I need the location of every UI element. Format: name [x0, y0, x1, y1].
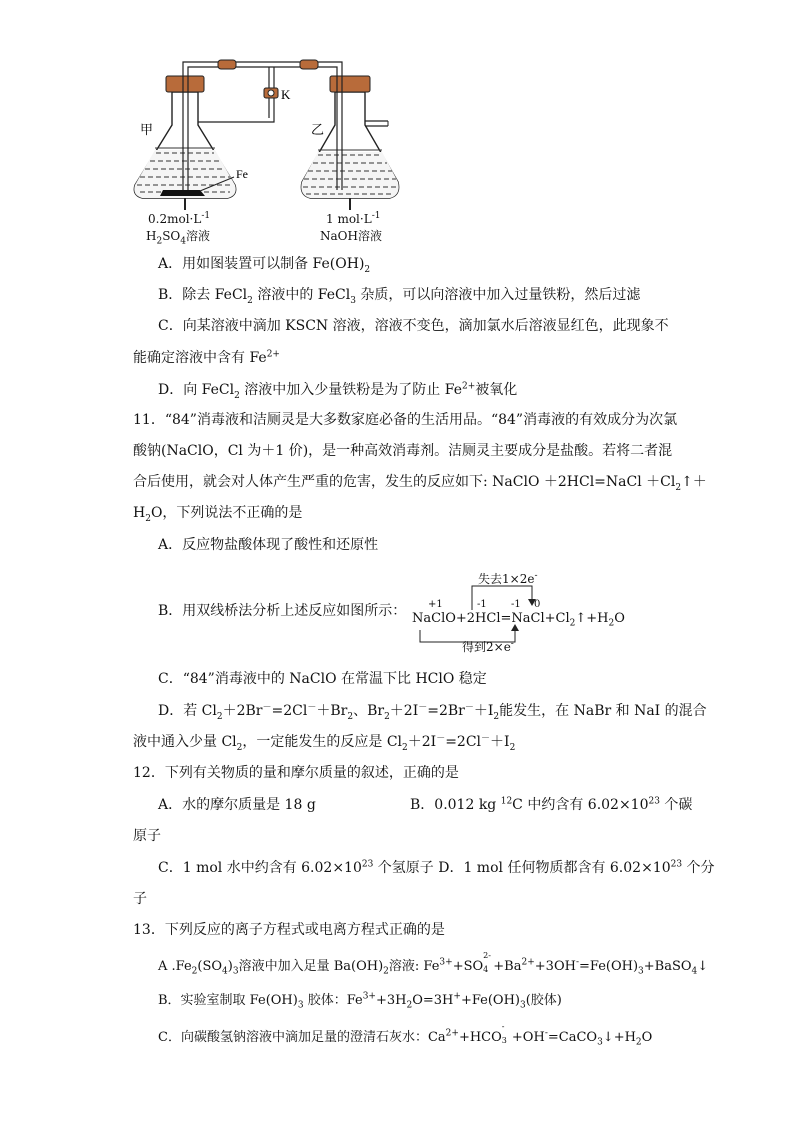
q13-stem: 13．下列反应的离子方程式或电离方程式正确的是 — [133, 922, 445, 938]
q11-stem-line1: 11．“84”消毒液和洁厕灵是大多数家庭必备的生活用品。“84”消毒液的有效成分为次氯 — [133, 412, 678, 428]
ox-state-4: 0 — [534, 599, 541, 610]
flask-jia-label: 甲 — [140, 122, 154, 137]
bridge-top-label: 失去1×2e- — [478, 571, 538, 586]
q10-option-a: A．用如图装置可以制备 $Fe(OH)_2$ — [158, 256, 371, 275]
q10-option-c-line2: 能确定溶液中含有 $Fe^{2+}$ — [133, 349, 280, 366]
fe-label: Fe — [236, 167, 248, 181]
q12-option-c-d: C．1 mol 水中约含有 $6.02\times 10^{23}$ 个氢原子 D．1 mol 任何物质都含有 $6.02\times 10^{23}$ 个分 — [158, 859, 715, 876]
tube-clamp-left — [218, 60, 236, 69]
tube-clamp-right — [300, 60, 318, 69]
q13-option-a: A $.Fe_2(SO_4)_3$溶液中加入足量 $Ba(OH)_2$溶液: $Fe^{3+}+SO$ 2- 4 $+Ba^{2+}+3OH^-=Fe(OH)_3+BaSO_4↓$ — [158, 951, 709, 977]
q13-option-b: B．实验室制取 $Fe(OH)_3$ 胶体：$Fe^{3+}+3H_2O=3H^++Fe(OH)_3$(胶体) — [158, 991, 562, 1011]
left-flask-solution: $H_2SO_4$溶液 — [146, 229, 211, 247]
flask-yi-label: 乙 — [311, 122, 325, 137]
q12-option-b-cont: 原子 — [133, 828, 161, 844]
ox-state-3: -1 — [511, 599, 521, 610]
bridge-equation: $NaClO+2HCl=NaCl+Cl_2↑+H_2O$ — [412, 611, 625, 629]
q11-stem-line2: 酸钠(NaClO，Cl 为＋1 价)，是一种高效消毒剂。洁厕灵主要成分是盐酸。若将二者混 — [133, 443, 673, 459]
q11-stem-line3: 合后使用，就会对人体产生严重的危害，发生的反应如下: NaClO ＋2HCl=NaCl $+Cl_2↑+$ — [133, 474, 707, 493]
q12-stem: 12．下列有关物质的量和摩尔质量的叙述，正确的是 — [133, 765, 459, 781]
ox-state-2: -1 — [477, 599, 487, 610]
q10-option-c-line1: C．向某溶液中滴加 KSCN 溶液，溶液不变色，滴加氯水后溶液显红色，此现象不 — [158, 318, 669, 334]
apparatus-diagram — [0, 0, 794, 250]
flask-yi — [301, 76, 398, 198]
bridge-bottom-label: 得到2×e- — [462, 639, 514, 654]
q11-option-d-line1: D．若 $Cl_2+2Br^-=2Cl^-+Br_2$、$Br_2+2I^-=2Br^-+I_2$能发生，在 NaBr 和 NaI 的混合 — [158, 702, 707, 722]
connecting-tube — [183, 62, 342, 118]
right-flask-solution: NaOH溶液 — [320, 229, 382, 243]
left-flask-concentration: $0.2mol\cdot L^{-1}$ — [148, 211, 211, 226]
ox-state-1: +1 — [428, 599, 443, 610]
q13-option-c: C．向碳酸氢钠溶液中滴加足量的澄清石灰水：$Ca^{2+}+HCO$ - 3 $+OH^-=CaCO_3↓+H_2O$ — [158, 1022, 653, 1048]
q10-option-d: D．向 FeCl$_2$ 溶液中加入少量铁粉是为了防止 $Fe^{2+}$被氧化 — [158, 381, 518, 401]
q11-stem-line4: $H_2O$，下列说法不正确的是 — [133, 505, 303, 524]
q12-option-b: B．0.012 kg $^{12}$C 中约含有 $6.02\times 10^{23}$ 个碳 — [410, 796, 693, 813]
q11-option-d-line2: 液中通入少量 $Cl_2$，一定能发生的反应是 $Cl_2+2I^-=2Cl^-+I_2$ — [133, 733, 516, 753]
q11-option-a: A．反应物盐酸体现了酸性和还原性 — [158, 537, 379, 553]
valve-k-label: K — [281, 87, 291, 102]
q10-option-b: B．除去 FeCl$_2$ 溶液中的 FeCl$_3$ 杂质，可以向溶液中加入过量铁粉，然后过滤 — [158, 287, 641, 306]
q11-option-c: C．“84”消毒液中的 NaClO 在常温下比 HClO 稳定 — [158, 671, 487, 687]
q11-option-b: B．用双线桥法分析上述反应如图所示： — [158, 603, 407, 619]
right-flask-concentration: 1 $mol\cdot L^{-1}$ — [326, 211, 381, 226]
q12-option-a: A．水的摩尔质量是 18 g — [158, 797, 316, 813]
flask-jia — [134, 76, 235, 198]
valve-k — [264, 88, 278, 98]
q12-option-d-cont: 子 — [133, 891, 147, 907]
